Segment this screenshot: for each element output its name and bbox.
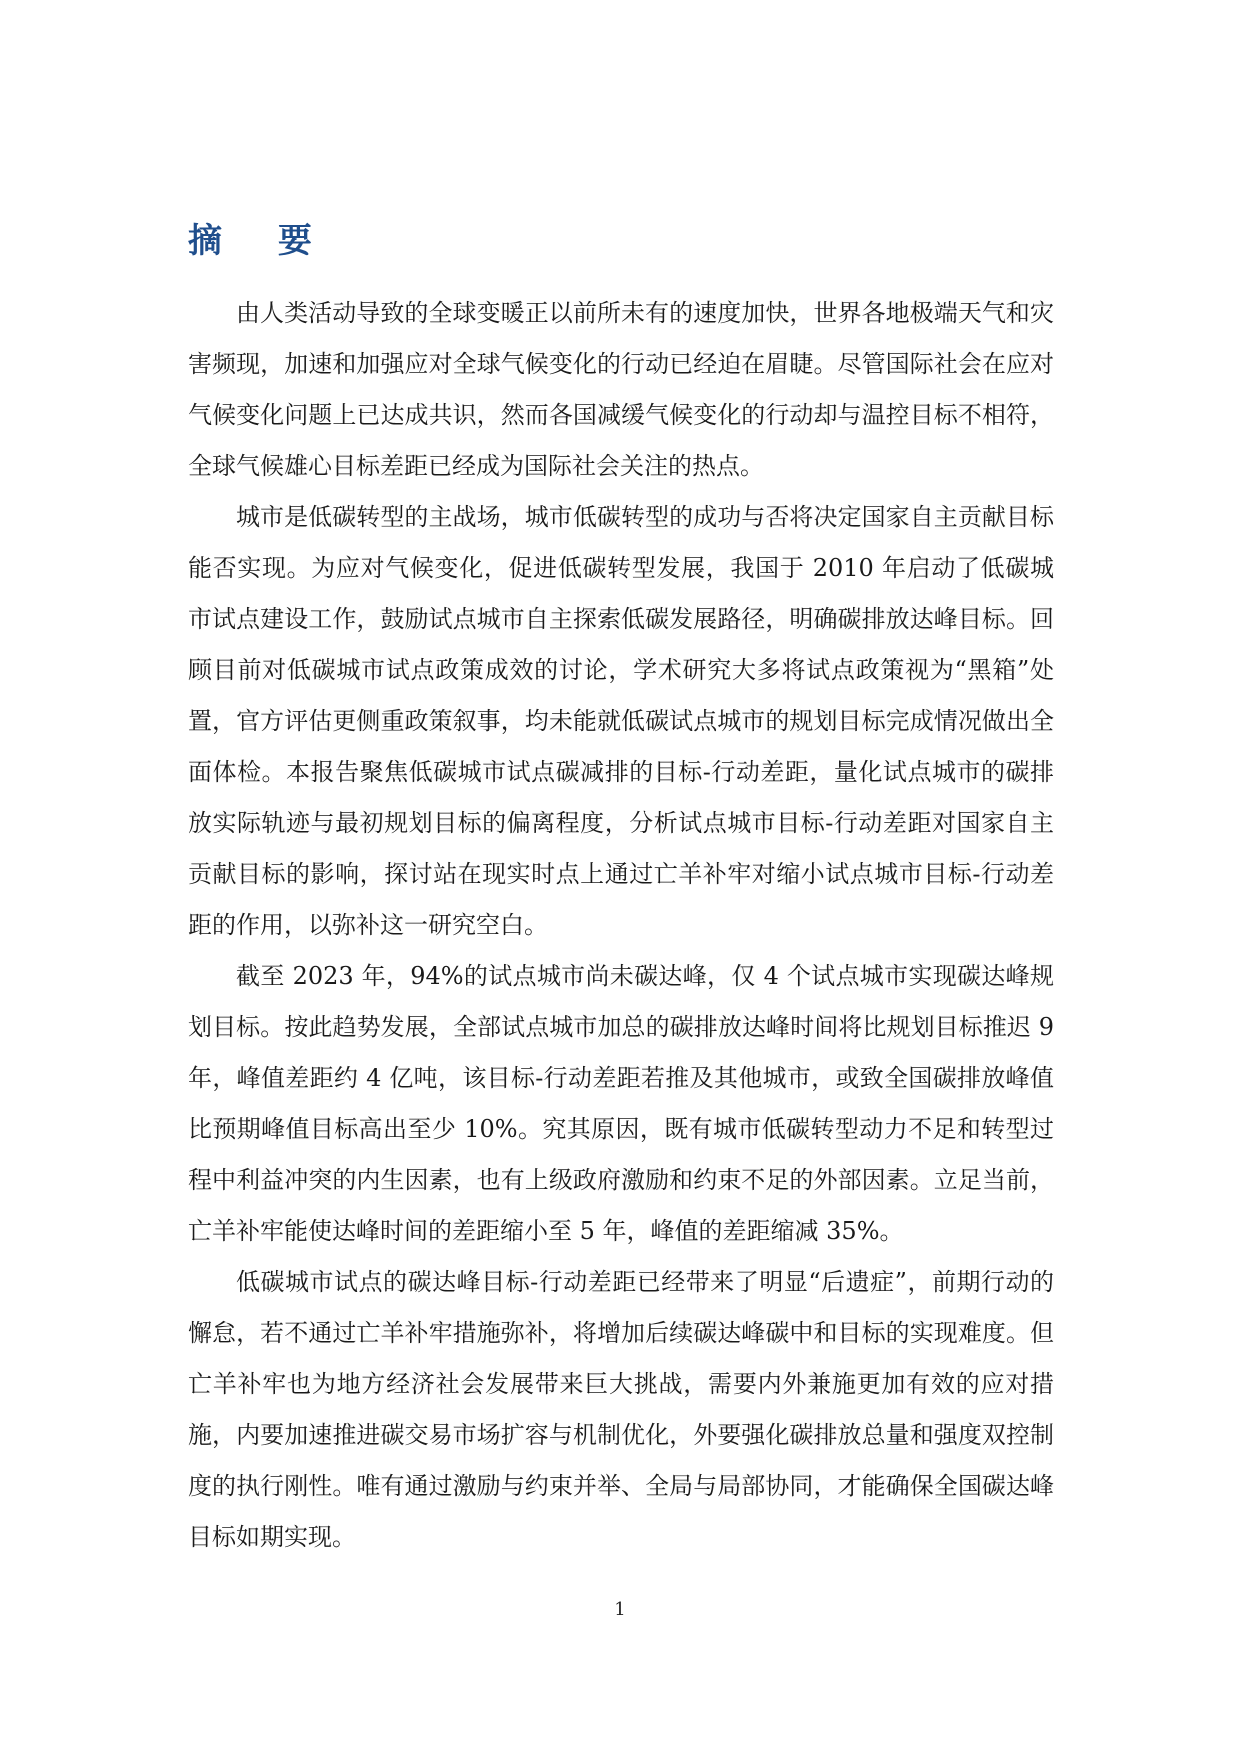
paragraph: 城市是低碳转型的主战场，城市低碳转型的成功与否将决定国家自主贡献目标能否实现。为应对气候变化，促进低碳转型发展，我国于 2010 年启动了低碳城市试点建设工作，鼓励试点城市自主探索低碳发展路径，明确碳排放达峰目标。回顾目前对低碳城市试点政策成效的讨论，学术研究大多将试点政策视为“黑箱”处置，官方评估更侧重政策叙事，均未能就低碳试点城市的规划目标完成情况做出全面体检。本报告聚焦低碳城市试点碳减排的目标-行动差距，量化试点城市的碳排放实际轨迹与最初规划目标的偏离程度，分析试点城市目标-行动差距对国家自主贡献目标的影响，探讨站在现实时点上通过亡羊补牢对缩小试点城市目标-行动差距的作用，以弥补这一研究空白。 xyxy=(188,503,1054,939)
paragraph: 低碳城市试点的碳达峰目标-行动差距已经带来了明显“后遗症”，前期行动的懈怠，若不通过亡羊补牢措施弥补，将增加后续碳达峰碳中和目标的实现难度。但亡羊补牢也为地方经济社会发展带来巨大挑战，需要内外兼施更加有效的应对措施，内要加速推进碳交易市场扩容与机制优化，外要强化碳排放总量和强度双控制度的执行刚性。唯有通过激励与约束并举、全局与局部协同，才能确保全国碳达峰目标如期实现。 xyxy=(188,1268,1054,1551)
section-heading: 摘 要 xyxy=(188,220,334,261)
page-number: 1 xyxy=(614,1599,626,1620)
paragraph: 由人类活动导致的全球变暖正以前所未有的速度加快，世界各地极端天气和灾害频现，加速和加强应对全球气候变化的行动已经迫在眉睫。尽管国际社会在应对气候变化问题上已达成共识，然而各国减缓气候变化的行动却与温控目标不相符，全球气候雄心目标差距已经成为国际社会关注的热点。 xyxy=(188,299,1054,480)
abstract-body xyxy=(188,288,1054,1563)
paragraph: 截至 2023 年，94%的试点城市尚未碳达峰，仅 4 个试点城市实现碳达峰规划目标。按此趋势发展，全部试点城市加总的碳排放达峰时间将比规划目标推迟 9 年，峰值差距约 4 亿吨，该目标-行动差距若推及其他城市，或致全国碳排放峰值比预期峰值目标高出至少 10%。究其原因，既有城市低碳转型动力不足和转型过程中利益冲突的内生因素，也有上级政府激励和约束不足的外部因素。立足当前，亡羊补牢能使达峰时间的差距缩小至 5 年，峰值的差距缩减 35%。 xyxy=(188,962,1054,1245)
